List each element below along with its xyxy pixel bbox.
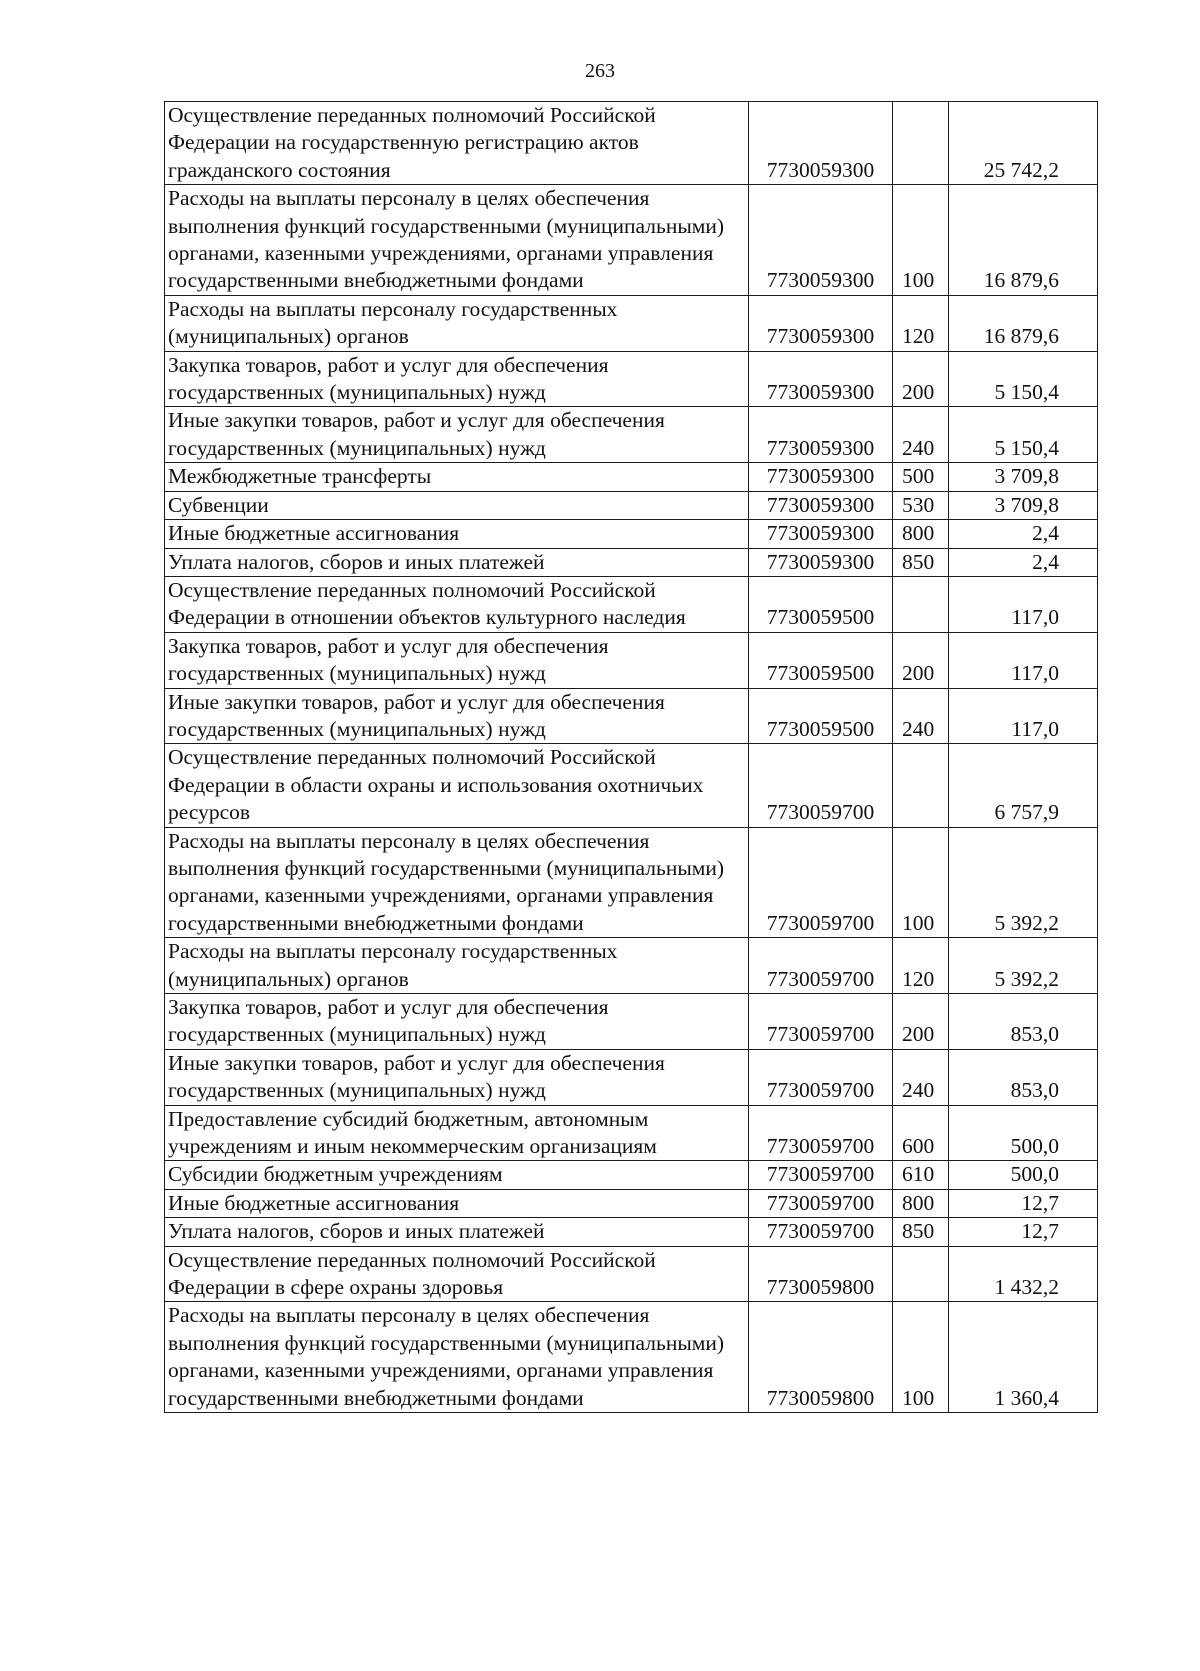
amount-cell: 5 150,4 — [949, 351, 1098, 407]
table-row — [165, 463, 1098, 491]
target-code-cell: 7730059700 — [749, 1049, 893, 1105]
table-row — [165, 520, 1098, 548]
target-code-cell: 7730059800 — [749, 1246, 893, 1302]
expense-name-cell: Иные закупки товаров, работ и услуг для обеспечения государственных (муниципальных) нужд — [165, 1049, 749, 1105]
expense-name-cell: Осуществление переданных полномочий Российской Федерации в отношении объектов культурного наследия — [165, 576, 749, 632]
target-code-cell: 7730059300 — [749, 491, 893, 519]
expense-type-cell: 240 — [893, 407, 949, 463]
target-code-cell: 7730059800 — [749, 1302, 893, 1413]
table-row — [165, 938, 1098, 994]
expense-type-cell: 800 — [893, 1189, 949, 1217]
amount-cell: 12,7 — [949, 1218, 1098, 1246]
table-row — [165, 744, 1098, 827]
target-code-cell: 7730059500 — [749, 576, 893, 632]
expense-name-cell: Закупка товаров, работ и услуг для обеспечения государственных (муниципальных) нужд — [165, 632, 749, 688]
expense-name-cell: Субвенции — [165, 491, 749, 519]
amount-cell: 5 392,2 — [949, 827, 1098, 938]
expense-name-cell: Уплата налогов, сборов и иных платежей — [165, 548, 749, 576]
expense-name-cell: Расходы на выплаты персоналу в целях обеспечения выполнения функций государственными (муниципальными) органами, казенными учреждениями, органами управления государственными внебюджетными фондами — [165, 1302, 749, 1413]
target-code-cell: 7730059700 — [749, 1105, 893, 1161]
expense-type-cell: 500 — [893, 463, 949, 491]
expense-type-cell: 240 — [893, 688, 949, 744]
table-row — [165, 688, 1098, 744]
target-code-cell: 7730059700 — [749, 1189, 893, 1217]
table-row — [165, 576, 1098, 632]
target-code-cell: 7730059700 — [749, 744, 893, 827]
expense-type-cell: 850 — [893, 1218, 949, 1246]
expense-name-cell: Расходы на выплаты персоналу в целях обеспечения выполнения функций государственными (муниципальными) органами, казенными учреждениями, органами управления государственными внебюджетными фондами — [165, 185, 749, 296]
budget-rows — [165, 102, 1098, 1413]
target-code-cell: 7730059700 — [749, 827, 893, 938]
amount-cell: 25 742,2 — [949, 102, 1098, 185]
expense-type-cell: 200 — [893, 632, 949, 688]
expense-type-cell: 120 — [893, 938, 949, 994]
expense-name-cell: Предоставление субсидий бюджетным, автономным учреждениям и иным некоммерческим организациям — [165, 1105, 749, 1161]
expense-name-cell: Осуществление переданных полномочий Российской Федерации в сфере охраны здоровья — [165, 1246, 749, 1302]
table-row — [165, 1105, 1098, 1161]
expense-type-cell: 200 — [893, 994, 949, 1050]
expense-name-cell: Закупка товаров, работ и услуг для обеспечения государственных (муниципальных) нужд — [165, 994, 749, 1050]
target-code-cell: 7730059300 — [749, 351, 893, 407]
expense-name-cell: Иные закупки товаров, работ и услуг для обеспечения государственных (муниципальных) нужд — [165, 688, 749, 744]
expense-name-cell: Осуществление переданных полномочий Российской Федерации на государственную регистрацию актов гражданского состояния — [165, 102, 749, 185]
table-row — [165, 351, 1098, 407]
expense-name-cell: Межбюджетные трансферты — [165, 463, 749, 491]
amount-cell: 500,0 — [949, 1161, 1098, 1189]
expense-type-cell: 600 — [893, 1105, 949, 1161]
amount-cell: 16 879,6 — [949, 295, 1098, 351]
target-code-cell: 7730059300 — [749, 407, 893, 463]
expense-name-cell: Закупка товаров, работ и услуг для обеспечения государственных (муниципальных) нужд — [165, 351, 749, 407]
target-code-cell: 7730059500 — [749, 632, 893, 688]
expense-name-cell: Расходы на выплаты персоналу государственных (муниципальных) органов — [165, 938, 749, 994]
expense-type-cell: 120 — [893, 295, 949, 351]
amount-cell: 1 432,2 — [949, 1246, 1098, 1302]
table-row — [165, 1189, 1098, 1217]
table-row — [165, 295, 1098, 351]
amount-cell: 16 879,6 — [949, 185, 1098, 296]
expense-type-cell: 100 — [893, 1302, 949, 1413]
target-code-cell: 7730059500 — [749, 688, 893, 744]
target-code-cell: 7730059300 — [749, 102, 893, 185]
expense-name-cell: Иные бюджетные ассигнования — [165, 1189, 749, 1217]
target-code-cell: 7730059700 — [749, 994, 893, 1050]
table-row — [165, 185, 1098, 296]
amount-cell: 117,0 — [949, 632, 1098, 688]
expense-name-cell: Уплата налогов, сборов и иных платежей — [165, 1218, 749, 1246]
amount-cell: 3 709,8 — [949, 463, 1098, 491]
expense-type-cell: 610 — [893, 1161, 949, 1189]
expense-type-cell — [893, 576, 949, 632]
expense-type-cell — [893, 1246, 949, 1302]
expense-name-cell: Иные бюджетные ассигнования — [165, 520, 749, 548]
amount-cell: 12,7 — [949, 1189, 1098, 1217]
expense-name-cell: Расходы на выплаты персоналу государственных (муниципальных) органов — [165, 295, 749, 351]
expense-name-cell: Осуществление переданных полномочий Российской Федерации в области охраны и использования охотничьих ресурсов — [165, 744, 749, 827]
expense-type-cell: 800 — [893, 520, 949, 548]
amount-cell: 2,4 — [949, 548, 1098, 576]
table-row — [165, 1246, 1098, 1302]
target-code-cell: 7730059300 — [749, 295, 893, 351]
table-row — [165, 491, 1098, 519]
expense-type-cell — [893, 744, 949, 827]
expense-type-cell: 100 — [893, 185, 949, 296]
target-code-cell: 7730059300 — [749, 548, 893, 576]
target-code-cell: 7730059300 — [749, 185, 893, 296]
target-code-cell: 7730059300 — [749, 463, 893, 491]
expense-type-cell: 100 — [893, 827, 949, 938]
table-row — [165, 1049, 1098, 1105]
amount-cell: 6 757,9 — [949, 744, 1098, 827]
table-row — [165, 1302, 1098, 1413]
amount-cell: 117,0 — [949, 576, 1098, 632]
expense-type-cell: 530 — [893, 491, 949, 519]
expense-name-cell: Иные закупки товаров, работ и услуг для обеспечения государственных (муниципальных) нужд — [165, 407, 749, 463]
budget-table — [164, 101, 1098, 1413]
amount-cell: 5 150,4 — [949, 407, 1098, 463]
amount-cell: 853,0 — [949, 994, 1098, 1050]
expense-type-cell: 850 — [893, 548, 949, 576]
expense-type-cell: 200 — [893, 351, 949, 407]
amount-cell: 117,0 — [949, 688, 1098, 744]
expense-name-cell: Расходы на выплаты персоналу в целях обеспечения выполнения функций государственными (муниципальными) органами, казенными учреждениями, органами управления государственными внебюджетными фондами — [165, 827, 749, 938]
page-number: 263 — [585, 60, 615, 82]
expense-type-cell: 240 — [893, 1049, 949, 1105]
target-code-cell: 7730059700 — [749, 1218, 893, 1246]
table-row — [165, 102, 1098, 185]
amount-cell: 2,4 — [949, 520, 1098, 548]
table-row — [165, 1218, 1098, 1246]
target-code-cell: 7730059700 — [749, 1161, 893, 1189]
amount-cell: 1 360,4 — [949, 1302, 1098, 1413]
amount-cell: 3 709,8 — [949, 491, 1098, 519]
table-row — [165, 632, 1098, 688]
target-code-cell: 7730059300 — [749, 520, 893, 548]
expense-name-cell: Субсидии бюджетным учреждениям — [165, 1161, 749, 1189]
target-code-cell: 7730059700 — [749, 938, 893, 994]
expense-type-cell — [893, 102, 949, 185]
amount-cell: 853,0 — [949, 1049, 1098, 1105]
table-row — [165, 994, 1098, 1050]
table-row — [165, 1161, 1098, 1189]
amount-cell: 500,0 — [949, 1105, 1098, 1161]
table-row — [165, 407, 1098, 463]
table-row — [165, 827, 1098, 938]
table-row — [165, 548, 1098, 576]
amount-cell: 5 392,2 — [949, 938, 1098, 994]
